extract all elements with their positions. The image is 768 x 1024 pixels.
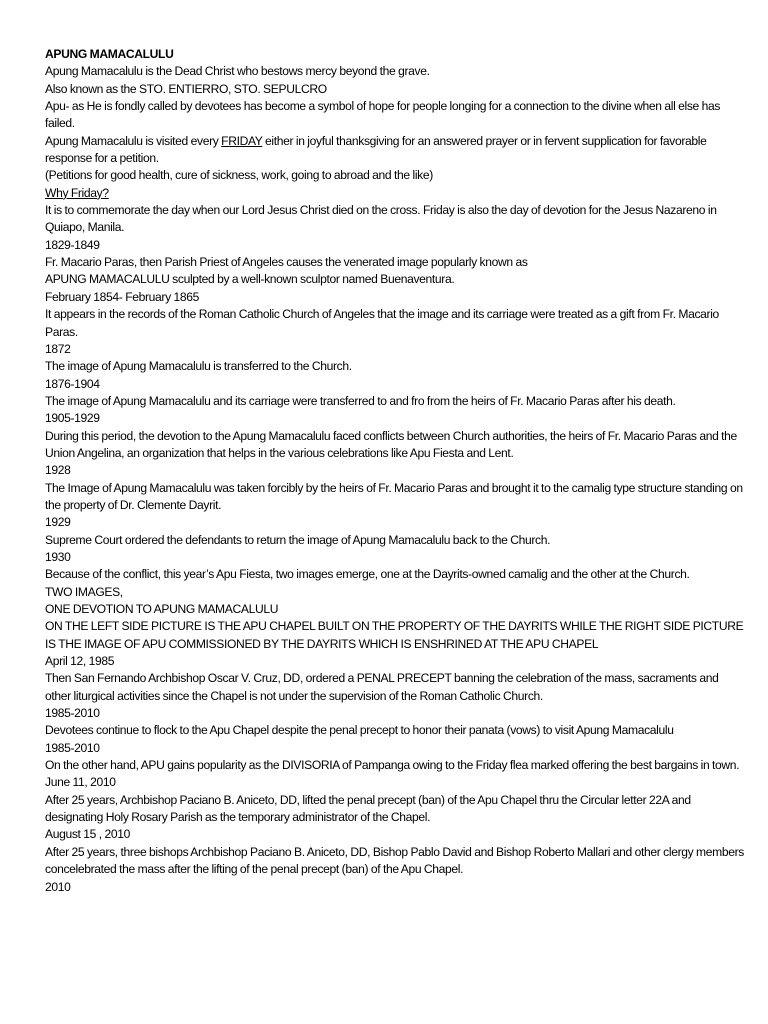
timeline-entry: During this period, the devotion to the Apung Mamacalulu faced conflicts between Church authorities, the heirs of Fr. Macario Paras and the Union Angelina, an organization that helps in the various celebrations like Apu Fiesta and Lent. <box>45 428 737 460</box>
timeline-entry: ON THE LEFT SIDE PICTURE IS THE APU CHAPEL BUILT ON THE PROPERTY OF THE DAYRITS WHILE THE RIGHT SIDE PICTURE IS THE IMAGE OF APU COMMISSIONED BY THE DAYRITS WHICH IS ENSHRINED AT THE APU CHAPEL <box>45 619 744 651</box>
timeline-entry: Devotees continue to flock to the Apu Chapel despite the penal precept to honor their panata (vows) to visit Apung Mamacalulu <box>45 723 674 738</box>
friday-underlined: FRIDAY <box>221 133 263 148</box>
timeline-date: 1929 <box>45 515 71 530</box>
timeline-entry: The image of Apung Mamacalulu is transferred to the Church. <box>45 359 352 374</box>
paragraph: (Petitions for good health, cure of sickness, work, going to abroad and the like) <box>45 168 433 183</box>
document-page <box>45 46 745 896</box>
timeline-date: 1928 <box>45 463 71 478</box>
timeline-entry: After 25 years, three bishops Archbishop Paciano B. Aniceto, DD, Bishop Pablo David and Bishop Roberto Mallari and other clergy members concelebrated the mass after the lifting of the penal precept (ban) of the Apu Chapel. <box>45 844 744 877</box>
timeline-date: 1985-2010 <box>45 740 100 755</box>
timeline-date: 1876-1904 <box>45 376 100 391</box>
paragraph: Also known as the STO. ENTIERRO, STO. SEPULCRO <box>45 81 327 96</box>
timeline-entry: Fr. Macario Paras, then Parish Priest of Angeles causes the venerated image popularly known as <box>45 255 528 270</box>
timeline-date: 1905-1929 <box>45 411 100 426</box>
paragraph: Apung Mamacalulu is the Dead Christ who bestows mercy beyond the grave. <box>45 64 430 79</box>
timeline-date: June 11, 2010 <box>45 775 116 790</box>
timeline-entry: ONE DEVOTION TO APUNG MAMACALULU <box>45 602 279 616</box>
timeline-date: 1872 <box>45 341 71 356</box>
timeline-entry: APUNG MAMACALULU sculpted by a well-known sculptor named Buenaventura. <box>45 272 455 287</box>
timeline-date: 1930 <box>45 549 71 564</box>
timeline-entry: The image of Apung Mamacalulu and its carriage were transferred to and fro from the heirs of Fr. Macario Paras after his death. <box>45 393 676 408</box>
visit-text-before: Apung Mamacalulu is visited every <box>45 133 222 148</box>
timeline-date: 2010 <box>45 879 71 894</box>
timeline-entry: Because of the conflict, this year’s Apu Fiesta, two images emerge, one at the Dayrits-owned camalig and the other at the Church. <box>45 567 690 582</box>
timeline-entry: Then San Fernando Archbishop Oscar V. Cruz, DD, ordered a PENAL PRECEPT banning the celebration of the mass, sacraments and other liturgical activities since the Chapel is not under the supervision of the Roman Catholic Church. <box>45 671 719 703</box>
timeline-entry: TWO IMAGES, <box>45 584 123 599</box>
visit-text-after: either in joyful thanksgiving for an answered prayer or in fervent supplication for favorable response for a petition. <box>45 133 707 166</box>
timeline-entry: After 25 years, Archbishop Paciano B. Aniceto, DD, lifted the penal precept (ban) of the Apu Chapel thru the Circular letter 22A and designating Holy Rosary Parish as the temporary administrator of the Chapel. <box>45 792 691 825</box>
paragraph-visit <box>45 133 745 168</box>
timeline-date: August 15 , 2010 <box>45 827 130 842</box>
timeline-date: 1985-2010 <box>45 706 100 721</box>
timeline-date: February 1854- February 1865 <box>45 289 200 304</box>
timeline-entry: It appears in the records of the Roman Catholic Church of Angeles that the image and its carriage were treated as a gift from Fr. Macario Paras. <box>45 307 719 339</box>
why-friday-heading: Why Friday? <box>45 185 109 200</box>
timeline-entry: The Image of Apung Mamacalulu was taken forcibly by the heirs of Fr. Macario Paras and brought it to the camalig type structure standing on the property of Dr. Clemente Dayrit. <box>45 480 743 512</box>
paragraph: It is to commemorate the day when our Lord Jesus Christ died on the cross. Friday is also the day of devotion for the Jesus Nazareno in Quiapo, Manila. <box>45 203 717 235</box>
timeline-date: April 12, 1985 <box>45 654 115 669</box>
paragraph: Apu- as He is fondly called by devotees has become a symbol of hope for people longing for a connection to the divine when all else has failed. <box>45 99 721 131</box>
timeline-date: 1829-1849 <box>45 237 100 252</box>
timeline-entry: On the other hand, APU gains popularity as the DIVISORIA of Pampanga owing to the Friday flea marked offering the best bargains in town. <box>45 758 740 773</box>
document-title: APUNG MAMACALULU <box>45 47 174 61</box>
timeline-entry: Supreme Court ordered the defendants to return the image of Apung Mamacalulu back to the Church. <box>45 532 551 547</box>
